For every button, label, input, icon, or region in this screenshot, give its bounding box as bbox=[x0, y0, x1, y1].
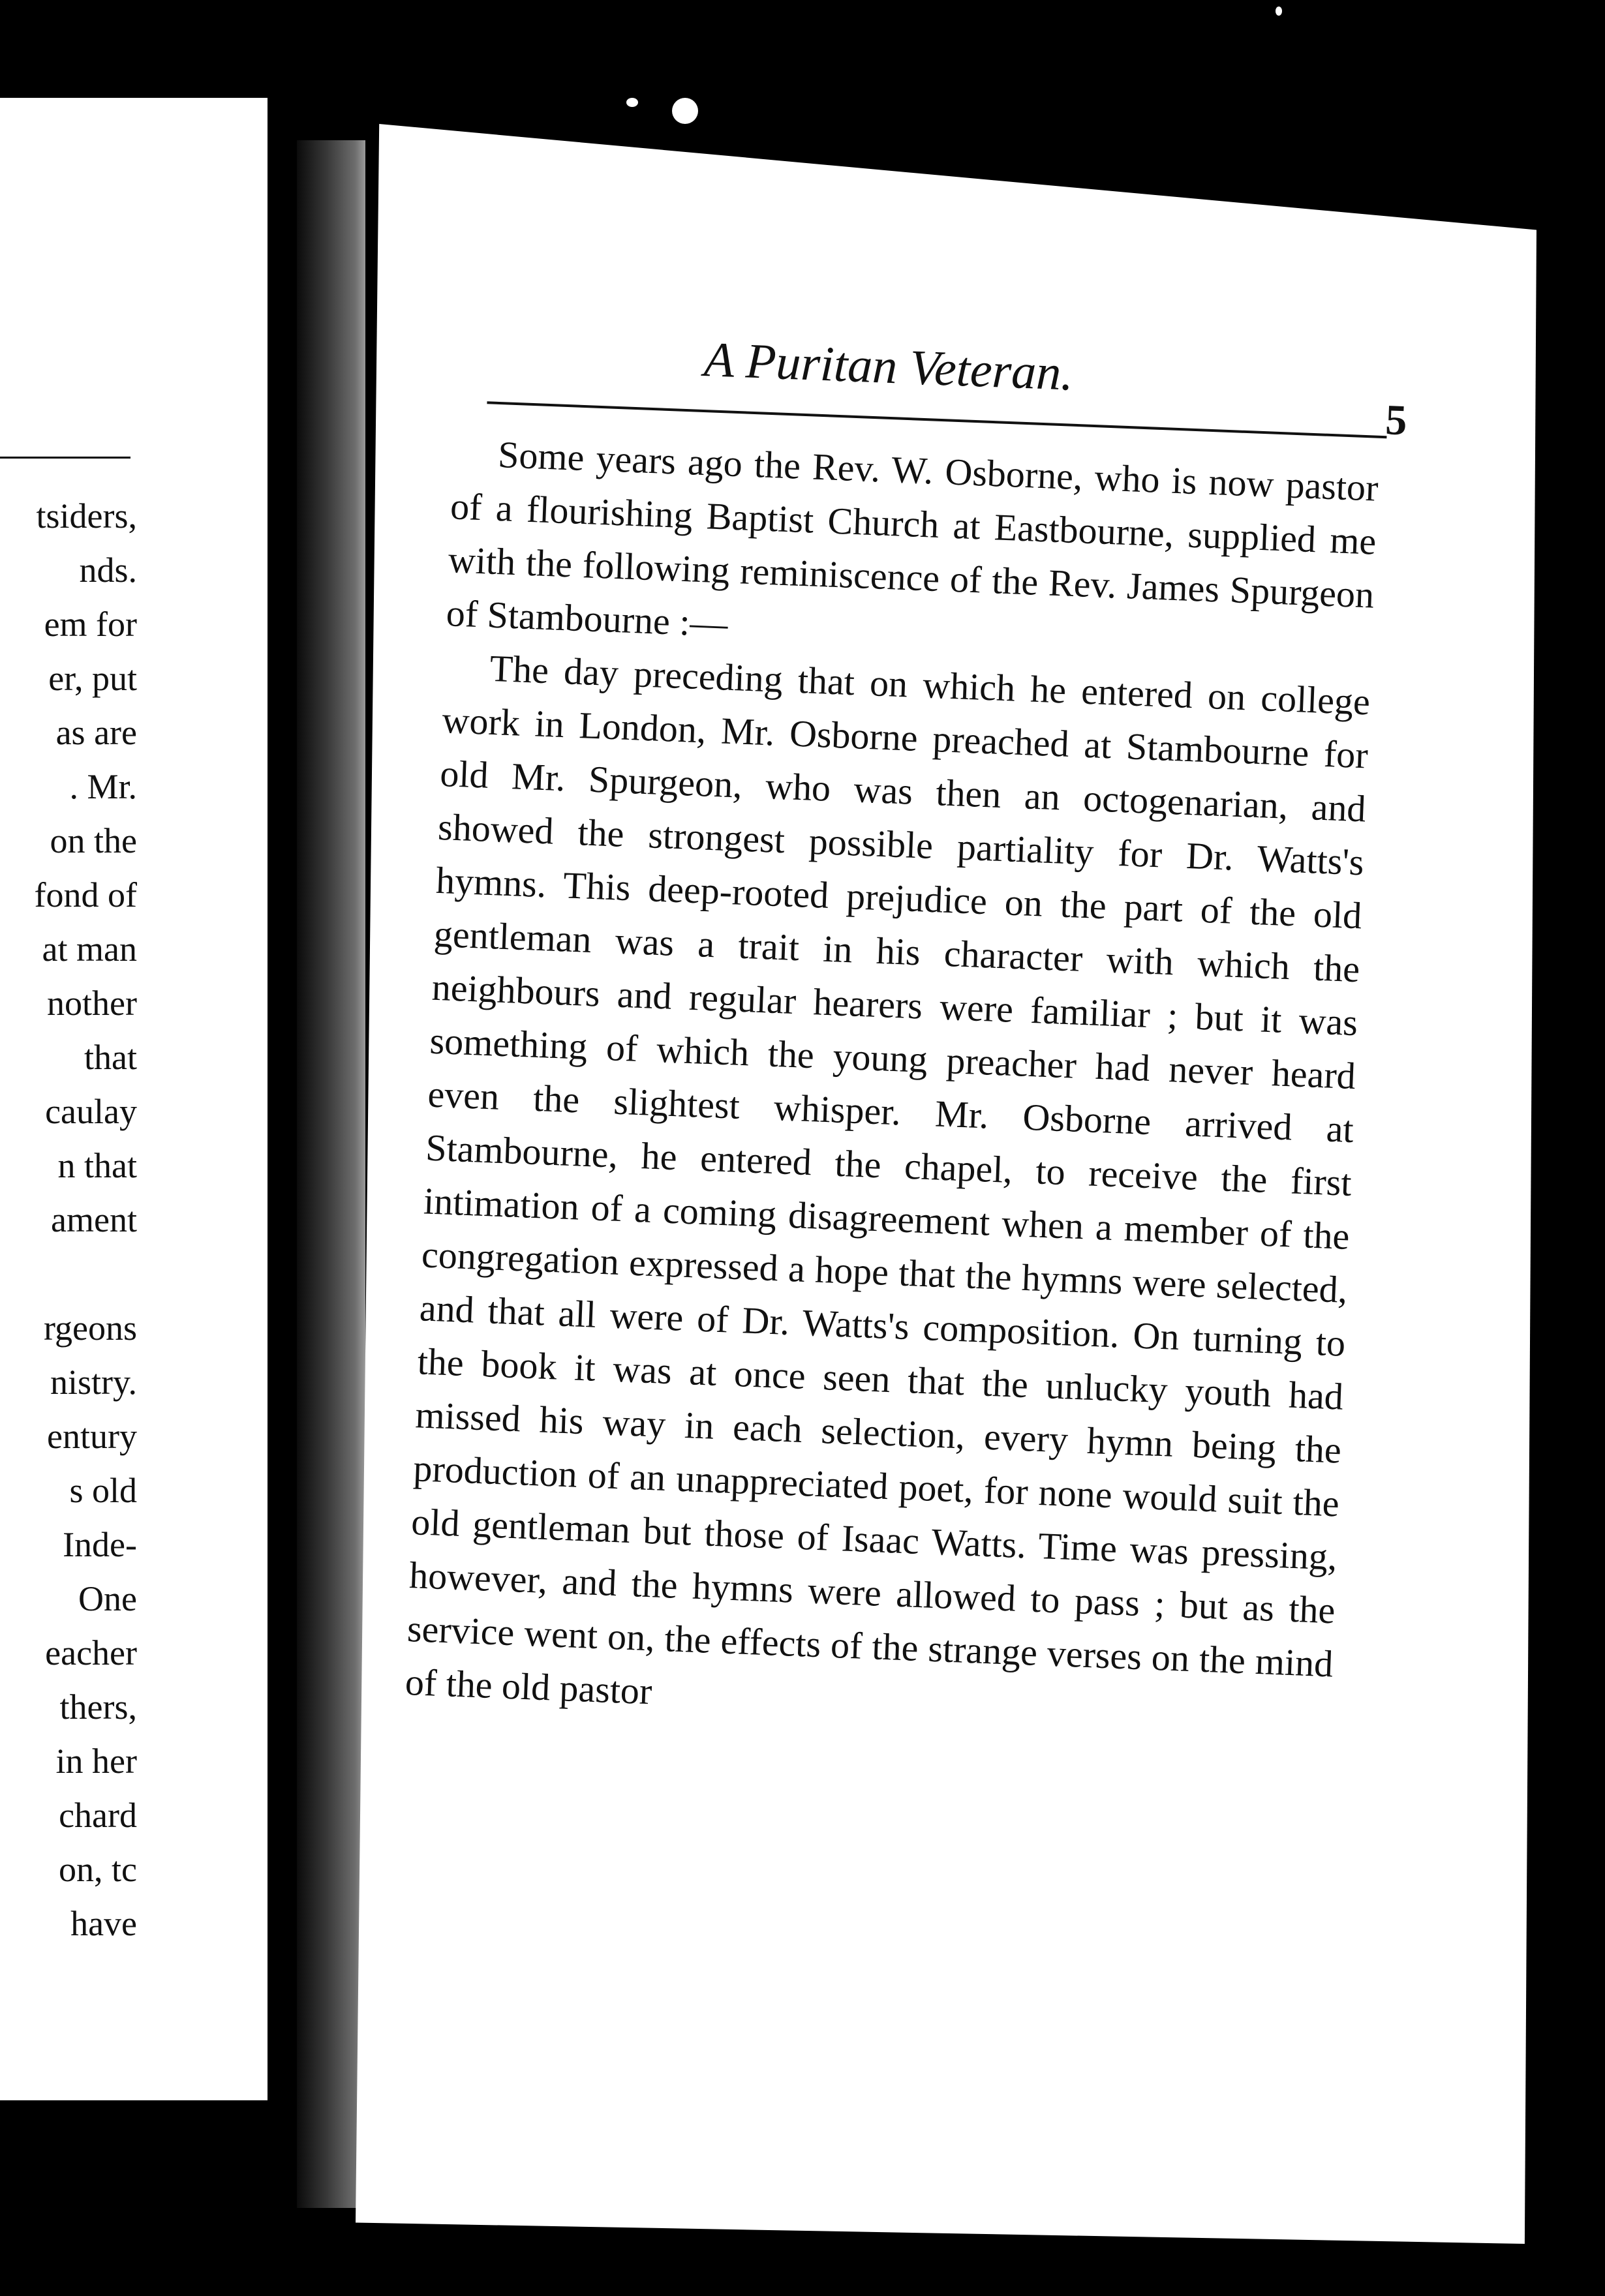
left-page-fragment bbox=[0, 98, 268, 2100]
left-page-line: rgeons bbox=[44, 1308, 137, 1348]
scan-speck bbox=[672, 98, 698, 124]
left-page-line: fond of bbox=[34, 875, 137, 914]
left-page-line: have bbox=[70, 1904, 137, 1943]
left-page-line: nother bbox=[47, 984, 137, 1023]
left-page-line bbox=[0, 1247, 137, 1301]
left-page-line: on the bbox=[50, 821, 137, 860]
book-gutter bbox=[297, 140, 365, 2208]
left-page-line: at man bbox=[42, 929, 137, 969]
paragraph-1: Some years ago the Rev. W. Osborne, who is now pastor of a flourishing Baptist Church at Eastbourne, supplied me with the following reminiscence of the Rev. James Spurgeon of Stambourne :— bbox=[445, 433, 1379, 645]
left-page-line: caulay bbox=[45, 1092, 137, 1131]
left-page-line: . Mr. bbox=[69, 767, 137, 806]
page-body bbox=[404, 426, 1379, 1744]
left-page-line: eacher bbox=[45, 1633, 137, 1672]
left-page-line: chard bbox=[59, 1796, 137, 1835]
left-page-line: One bbox=[78, 1579, 137, 1618]
left-page-line: entury bbox=[47, 1417, 137, 1456]
left-page-line: s old bbox=[69, 1471, 137, 1510]
scan-speck bbox=[626, 98, 638, 107]
left-page-line: tsiders, bbox=[36, 496, 137, 536]
running-head: A Puritan Veteran. bbox=[703, 332, 1075, 401]
left-page-rule bbox=[0, 457, 130, 459]
paragraph-2: The day preceding that on which he entered on college work in London, Mr. Osborne preached at Stambourne for old Mr. Spurgeon, who was then an octogenarian, and showed the strongest possible partiality for Dr. Watts's hymns. This deep-rooted prejudice on the part of the old gentleman was a trait in his character with which the neighbours and regular hearers were familiar ; but it was something of which the young preacher had never heard even the slightest whisper. Mr. Osborne arrived at Stambourne, he entered the chapel, to receive the first intimation of a coming disagreement when a member of the congregation expressed a hope that the hymns were selected, and that all were of Dr. Watts's composition. On turning to the book it was at once seen that the unlucky youth had missed his way in each selection, every hymn being the production of an unappreciated poet, for none would suit the old gentleman but those of Isaac Watts. Time was pressing, however, and the hymns were allowed to pass ; but as the service went on, the effects of the strange verses on the mind of the old pastor bbox=[404, 646, 1371, 1713]
left-page-line: nistry. bbox=[50, 1363, 137, 1402]
left-page-line: ament bbox=[51, 1200, 137, 1239]
left-page-line: thers, bbox=[59, 1687, 137, 1727]
left-page-line: in her bbox=[55, 1742, 137, 1781]
left-page-line: n that bbox=[57, 1146, 137, 1185]
left-page-line: Inde- bbox=[63, 1525, 137, 1564]
page-number: 5 bbox=[1384, 396, 1408, 445]
scan-speck bbox=[1276, 7, 1282, 16]
left-page-line: as are bbox=[55, 713, 137, 752]
left-page-line: that bbox=[84, 1038, 137, 1077]
left-page-line: em for bbox=[44, 605, 137, 644]
left-page-line: on, tc bbox=[59, 1850, 137, 1889]
left-page-line: nds. bbox=[79, 551, 137, 590]
left-page-text bbox=[0, 489, 137, 1951]
left-page-line: er, put bbox=[48, 659, 137, 698]
